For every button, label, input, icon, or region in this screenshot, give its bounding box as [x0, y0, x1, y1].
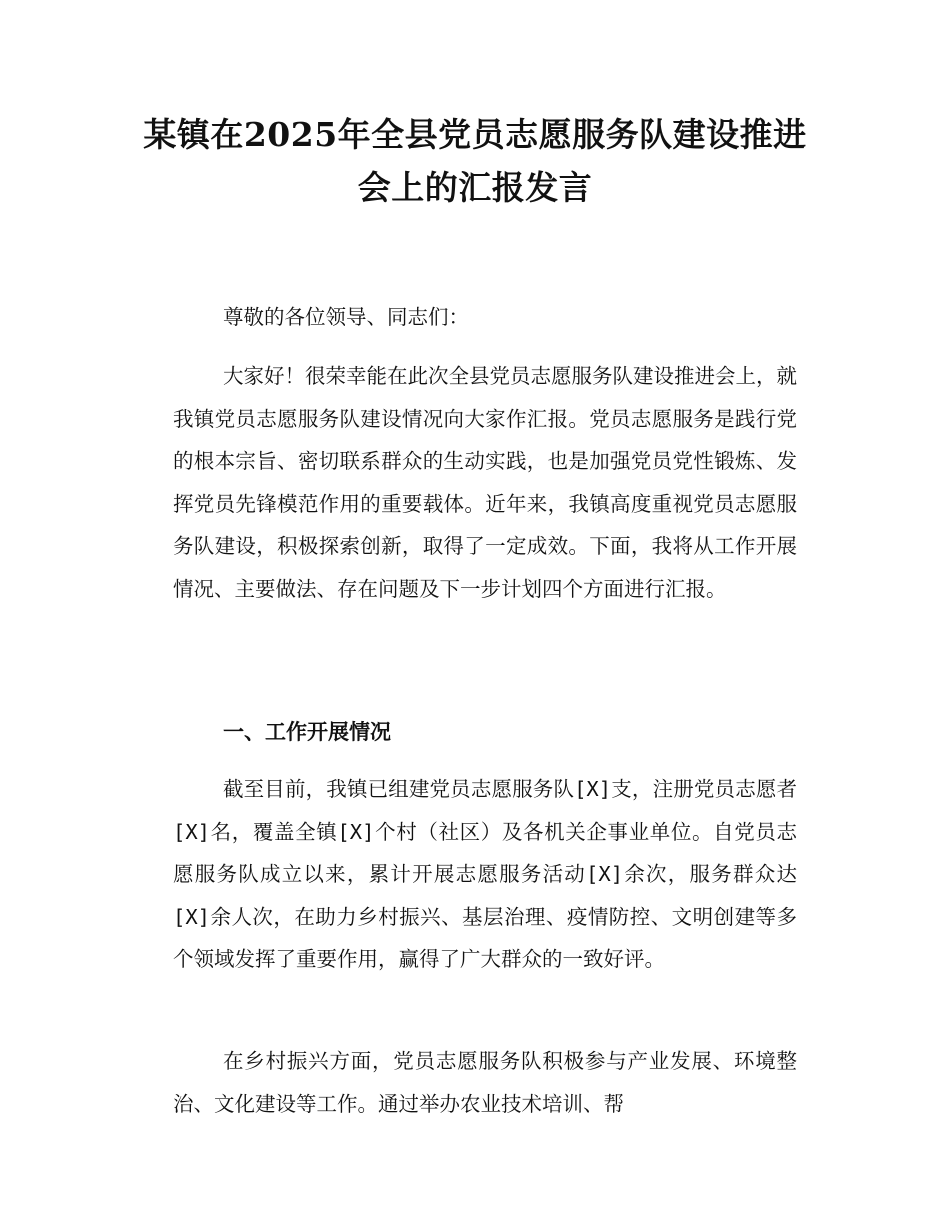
- title-line-2: 会上的汇报发言: [357, 168, 593, 207]
- paragraph-introduction: 大家好！很荣幸能在此次全县党员志愿服务队建设推进会上，就我镇党员志愿服务队建设情况向大家作汇报。党员志愿服务是践行党的根本宗旨、密切联系群众的生动实践，也是加强党员党性锻炼、发挥党员先锋模范作用的重要载体。近年来，我镇高度重视党员志愿服务队建设，积极探索创新，取得了一定成效。下面，我将从工作开展情况、主要做法、存在问题及下一步计划四个方面进行汇报。: [173, 364, 797, 601]
- paragraph-work-status: 截至目前，我镇已组建党员志愿服务队[X]支，注册党员志愿者[X]名，覆盖全镇[X]个村（社区）及各机关企事业单位。自党员志愿服务队成立以来，累计开展志愿服务活动[X]余次，服务群众达[X]余人次，在助力乡村振兴、基层治理、疫情防控、文明创建等多个领域发挥了重要作用，赢得了广大群众的一致好评。: [173, 777, 797, 971]
- paragraph-rural-revitalization: 在乡村振兴方面，党员志愿服务队积极参与产业发展、环境整治、文化建设等工作。通过举办农业技术培训、帮: [173, 1049, 797, 1116]
- salutation: 尊敬的各位领导、同志们：: [223, 305, 469, 329]
- title-line-1: 某镇在2025年全县党员志愿服务队建设推进: [143, 115, 807, 154]
- section-heading-work-status: 一、工作开展情况: [223, 720, 391, 744]
- document-title: [120, 108, 830, 214]
